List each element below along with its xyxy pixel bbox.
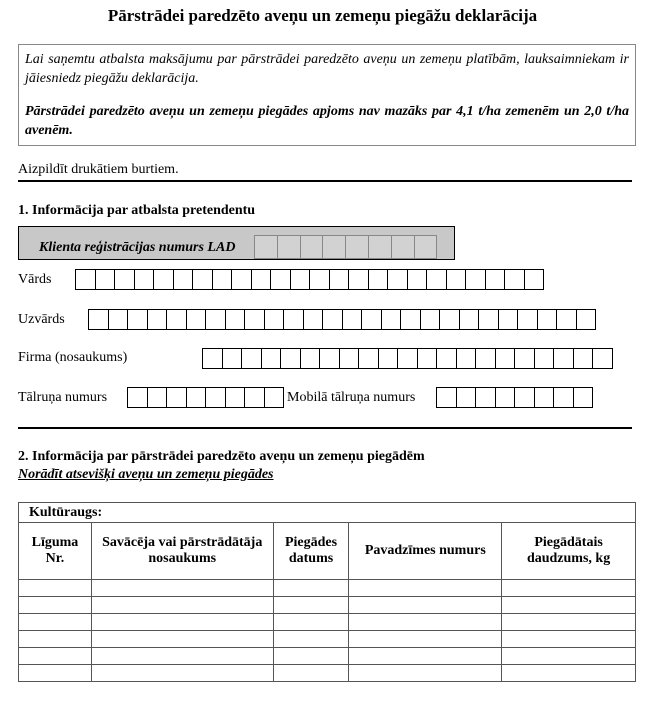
letter-box[interactable] [280,348,301,369]
letter-box[interactable] [244,387,265,408]
col-delivery-date: Piegādes datums [273,523,349,580]
letter-box[interactable] [553,387,574,408]
letter-box[interactable] [147,387,168,408]
letter-box[interactable] [361,309,382,330]
letter-box[interactable] [524,269,545,290]
letter-box[interactable] [95,269,116,290]
letter-box[interactable] [342,309,363,330]
letter-box[interactable] [309,269,330,290]
letter-box[interactable] [368,269,389,290]
letter-box[interactable] [534,387,555,408]
letter-box[interactable] [300,348,321,369]
name-label: Vārds [18,272,52,287]
letter-box[interactable] [387,269,408,290]
letter-box[interactable] [446,269,467,290]
letter-box[interactable] [417,348,438,369]
letter-box[interactable] [465,269,486,290]
lad-registration-box [18,226,455,260]
letter-box[interactable] [108,309,129,330]
section1-title: 1. Informācija par atbalsta pretendentu [18,203,256,218]
phone-input-cells[interactable] [128,387,284,408]
col-quantity-kg: Piegādātais daudzums, kg [502,523,636,580]
section2-title: 2. Informācija par pārstrādei paredzēto aveņu un zemeņu piegādēm [18,449,425,464]
letter-box[interactable] [576,309,597,330]
letter-box[interactable] [475,387,496,408]
letter-box[interactable] [456,387,477,408]
page-title: Pārstrādei paredzēto aveņu un zemeņu piegāžu deklarācija [107,6,538,25]
letter-box[interactable] [456,348,477,369]
letter-box[interactable] [514,348,535,369]
table-row[interactable] [19,580,636,597]
letter-box[interactable] [244,309,265,330]
surname-input-cells[interactable] [89,309,596,330]
letter-box[interactable] [495,387,516,408]
letter-box[interactable] [397,348,418,369]
letter-box[interactable] [495,348,516,369]
letter-box[interactable] [173,269,194,290]
company-input-cells[interactable] [203,348,613,369]
letter-box[interactable] [534,348,555,369]
letter-box[interactable] [225,387,246,408]
letter-box[interactable] [459,309,480,330]
intro-requirement: Pārstrādei paredzēto aveņu un zemeņu piegādes apjoms nav mazāks par 4,1 t/ha zemenēm un 2,0 t/ha avenēm. [25,104,629,138]
deliveries-table [18,502,636,682]
letter-box[interactable] [186,387,207,408]
table-row[interactable] [19,597,636,614]
letter-box[interactable] [378,348,399,369]
letter-box[interactable] [514,387,535,408]
letter-box[interactable] [153,269,174,290]
section2-subtitle: Norādīt atsevišķi aveņu un zemeņu piegādes [18,467,274,482]
lad-label: Klienta reģistrācijas numurs LAD [39,240,236,255]
letter-box[interactable] [283,309,304,330]
letter-box[interactable] [205,309,226,330]
letter-box[interactable] [439,309,460,330]
letter-box[interactable] [478,309,499,330]
table-row[interactable] [19,648,636,665]
divider [18,427,632,429]
fill-instruction: Aizpildīt drukātiem burtiem. [18,162,179,177]
intro-text: Lai saņemtu atbalsta maksājumu par pārstrādei paredzēto aveņu un zemeņu platībām, lauksaimniekam ir jāiesniedz piegāžu deklarācija. [25,52,629,86]
letter-box[interactable] [556,309,577,330]
letter-box[interactable] [348,269,369,290]
letter-box[interactable] [407,269,428,290]
letter-box[interactable] [241,348,262,369]
surname-label: Uzvārds [18,312,65,327]
intro-box [18,44,636,146]
letter-box[interactable] [485,269,506,290]
letter-box[interactable] [381,309,402,330]
letter-box[interactable] [166,387,187,408]
table-row[interactable] [19,614,636,631]
letter-box[interactable] [504,269,525,290]
letter-box[interactable] [553,348,574,369]
letter-box[interactable] [537,309,558,330]
letter-box[interactable] [192,269,213,290]
letter-box[interactable] [303,309,324,330]
table-row[interactable] [19,631,636,648]
company-label: Firma (nosaukums) [18,350,128,365]
letter-box[interactable] [127,309,148,330]
letter-box[interactable] [205,387,226,408]
letter-box[interactable] [270,269,291,290]
letter-box[interactable] [573,387,594,408]
letter-box[interactable] [420,309,441,330]
letter-box[interactable] [400,309,421,330]
letter-box[interactable] [225,309,246,330]
col-contract-no: Līguma Nr. [19,523,92,580]
letter-box[interactable] [231,269,252,290]
letter-box[interactable] [322,309,343,330]
letter-box[interactable] [475,348,496,369]
name-input-cells[interactable] [76,269,544,290]
letter-box[interactable] [573,348,594,369]
letter-box[interactable] [127,387,148,408]
lad-number-cells[interactable] [255,235,437,259]
letter-box[interactable] [592,348,613,369]
letter-box[interactable] [75,269,96,290]
letter-box[interactable] [517,309,538,330]
divider [18,180,632,182]
letter-box[interactable] [212,269,233,290]
letter-box[interactable] [147,309,168,330]
letter-box[interactable] [222,348,243,369]
letter-box[interactable] [498,309,519,330]
letter-box[interactable] [264,309,285,330]
letter-box[interactable] [186,309,207,330]
letter-box[interactable] [329,269,350,290]
letter-box[interactable] [261,348,282,369]
letter-box[interactable] [426,269,447,290]
letter-box[interactable] [202,348,223,369]
letter-box[interactable] [134,269,155,290]
col-collector-name: Savācēja vai pārstrādātāja nosaukums [91,523,273,580]
letter-box[interactable] [114,269,135,290]
letter-box[interactable] [319,348,340,369]
table-row[interactable] [19,665,636,682]
letter-box[interactable] [166,309,187,330]
letter-box[interactable] [339,348,360,369]
letter-box[interactable] [358,348,379,369]
mobile-label: Mobilā tālruņa numurs [287,390,416,405]
col-waybill-no: Pavadzīmes numurs [349,523,502,580]
letter-box[interactable] [264,387,285,408]
crop-label: Kultūraugs: [19,503,636,523]
letter-box[interactable] [88,309,109,330]
phone-label: Tālruņa numurs [18,390,108,405]
letter-box[interactable] [251,269,272,290]
letter-box[interactable] [436,387,457,408]
mobile-input-cells[interactable] [437,387,593,408]
letter-box[interactable] [290,269,311,290]
letter-box[interactable] [436,348,457,369]
